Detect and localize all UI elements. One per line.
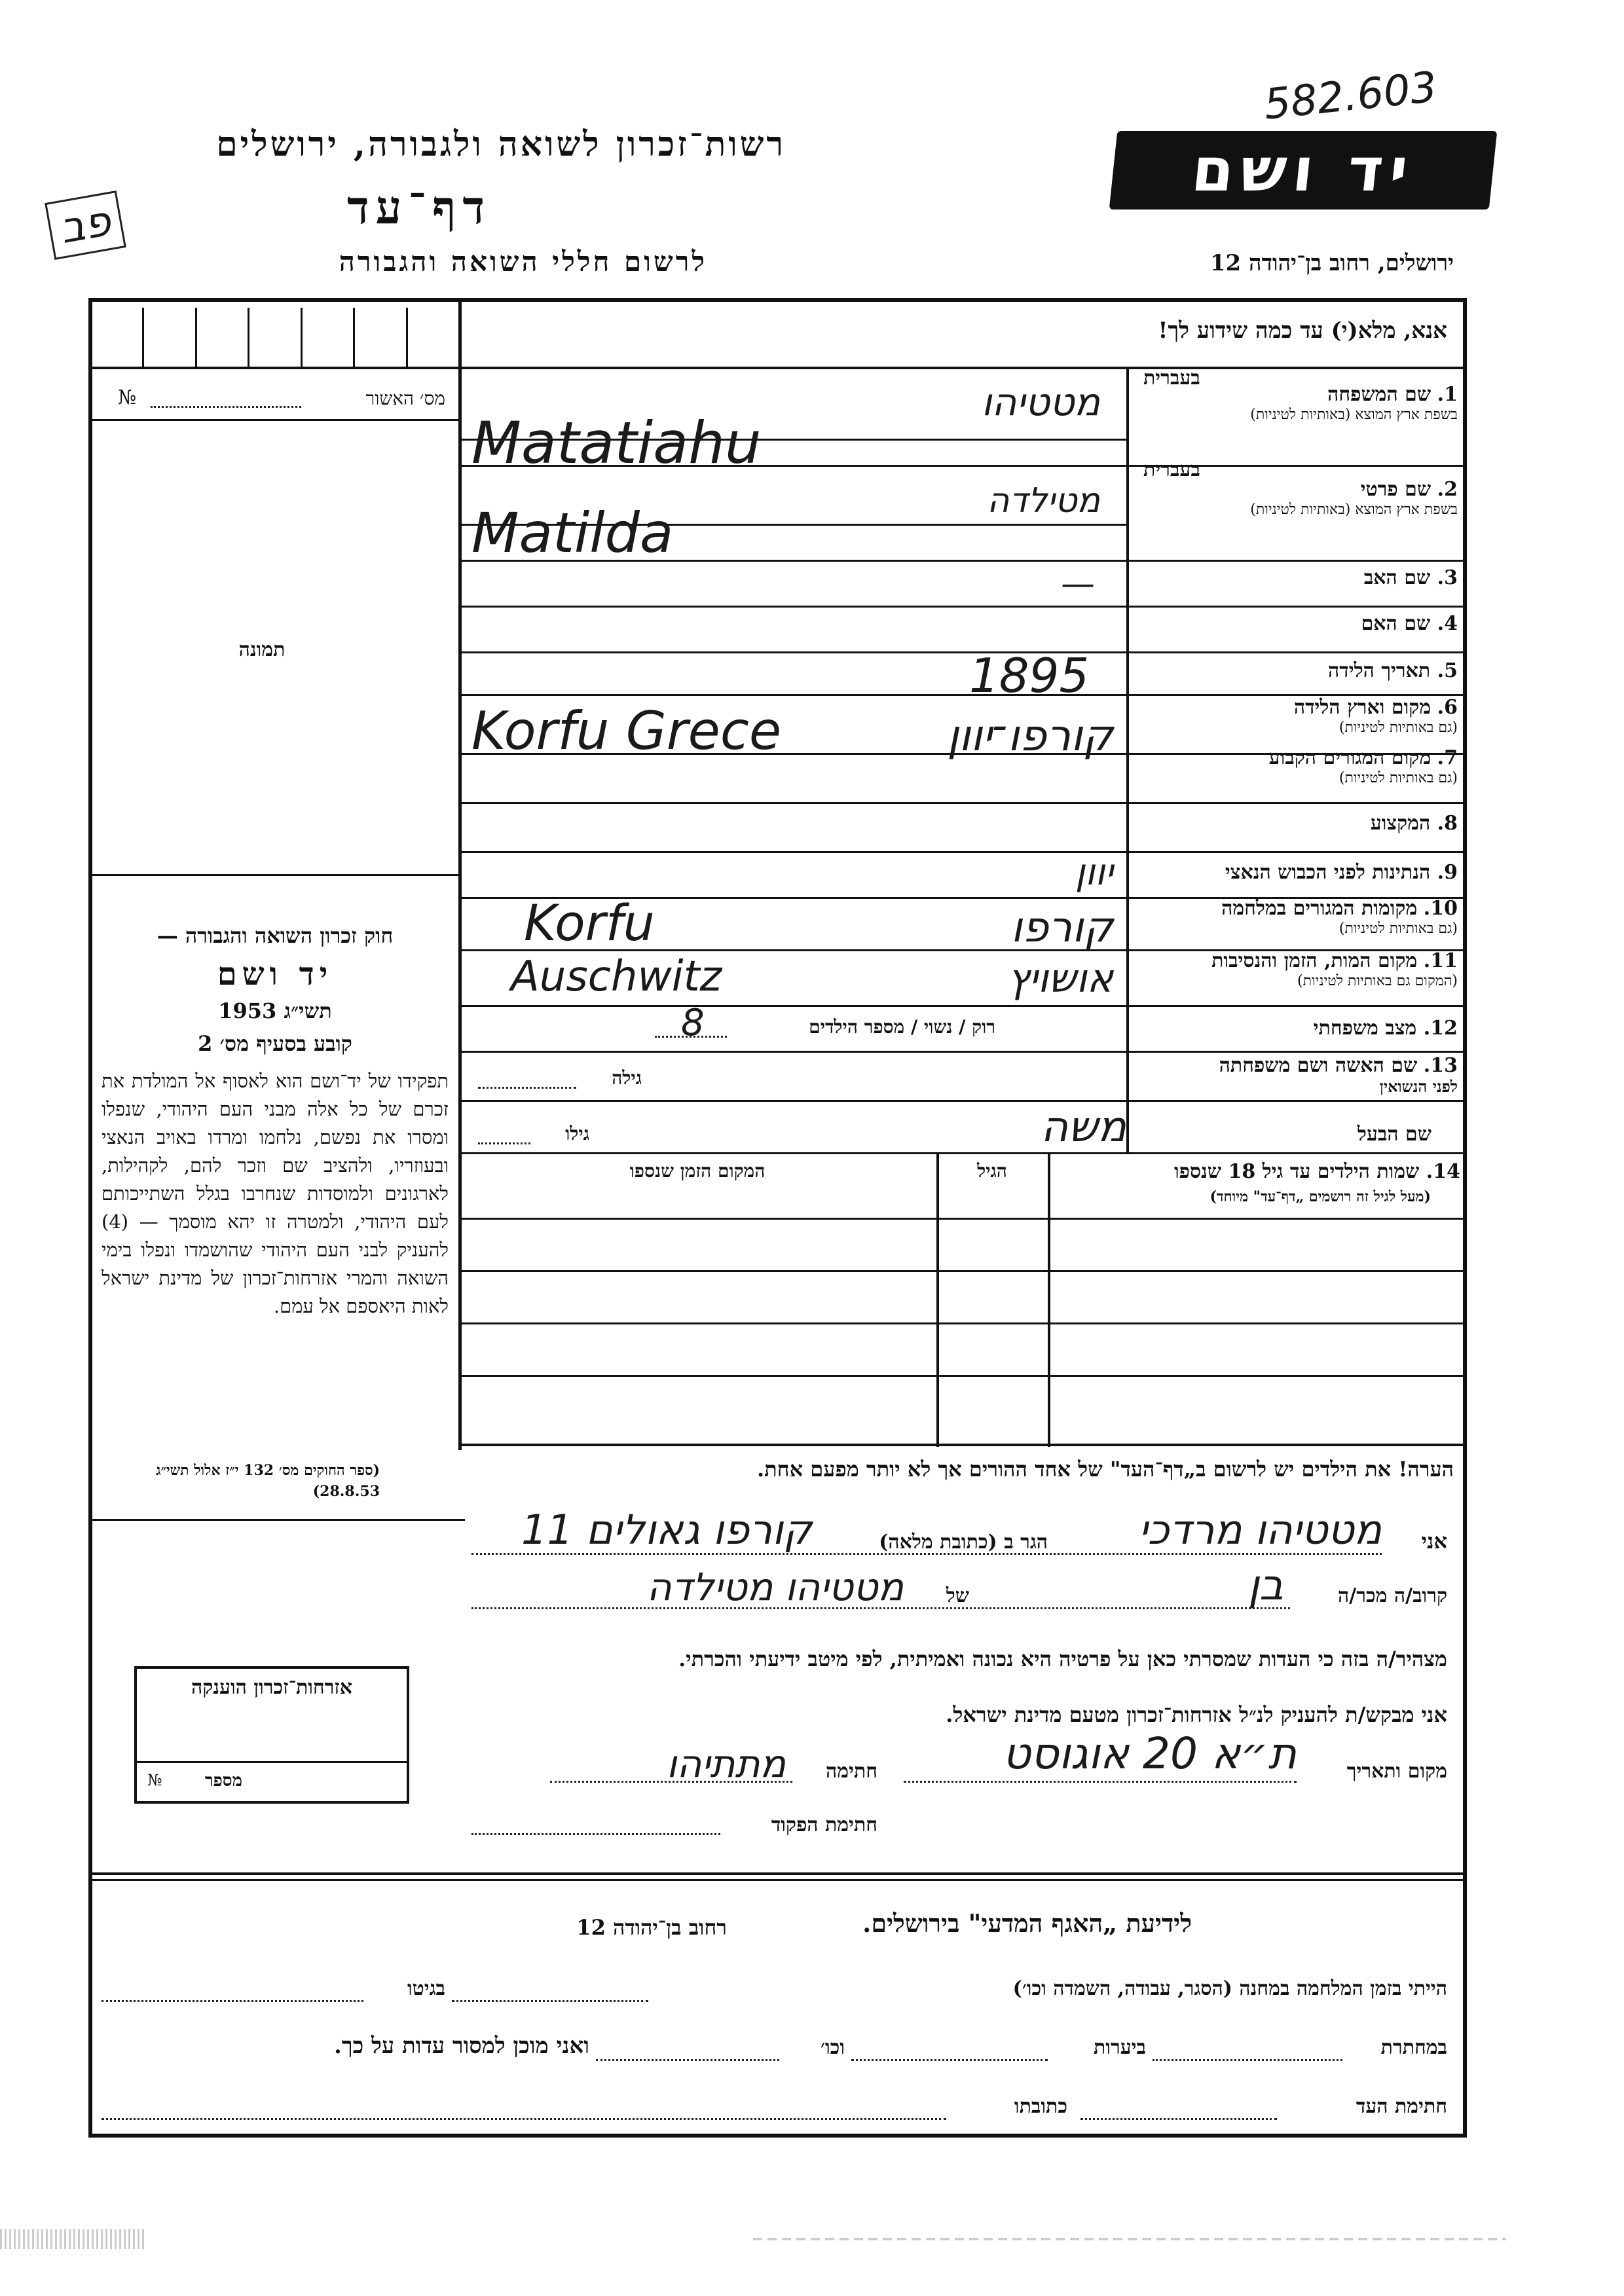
children-names-header: 14. שמות הילדים עד גיל 18 שנספו [1173, 1160, 1460, 1183]
wartime-residence-latin: Korfu [524, 894, 655, 952]
form-title: דף־עד [346, 180, 491, 234]
affirmation-text: מצהיר/ה בזה כי העדות שמסרתי כאן על פרטיה היא נכונה ואמיתית, לפי מיטב ידיעתי והכרתי. [678, 1647, 1447, 1671]
field-7-num: 7. [1437, 746, 1458, 769]
declarant-address: קורפו גאולים 11 [521, 1506, 812, 1554]
children-note: הערה! את הילדים יש לרשום ב„דף־העד" של אחד ההורים אך לא יותר מפעם אחת. [756, 1457, 1454, 1482]
field-12-num: 12. [1423, 1017, 1458, 1040]
field-2-tag: בעברית [1143, 458, 1200, 481]
death-place-latin: Auschwitz [511, 953, 722, 1001]
field-11-num: 11. [1423, 949, 1458, 972]
scientific-dept-address: רחוב בן־יהודה 12 [576, 1915, 727, 1940]
field-6-num: 6. [1437, 696, 1458, 719]
forests-label: ביערות [1093, 2036, 1146, 2059]
certificate-no-symbol: № [147, 1771, 162, 1789]
death-place-hebrew: אושויץ [1007, 956, 1113, 1002]
field-2-label: שם פרטי [1360, 478, 1431, 501]
officer-signature-label: חתימת הפקוד [771, 1813, 877, 1836]
field-8-label: המקצוע [1370, 812, 1431, 835]
witness-signature-label: חתימת העד [1356, 2095, 1447, 2118]
of-name: מטטיהו מטילדה [646, 1565, 904, 1609]
first-name-hebrew: מטילדה [987, 481, 1100, 520]
field-5-label: תאריך הלידה [1328, 659, 1431, 682]
field-3-label: שם האב [1363, 566, 1431, 589]
law-reference: (ספר החוקים מס׳ 132 י״ז אלול תשי״ג 28.8.53) [156, 1462, 380, 1500]
field-10-label: מקומות המגורים במלחמה [1221, 897, 1418, 920]
law-title: חוק זכרון השואה והגבורה — [157, 923, 394, 948]
father-name: — [1061, 564, 1095, 604]
law-year: תשי״ג 1953 [218, 998, 332, 1023]
field-8-num: 8. [1437, 812, 1458, 835]
scan-artifact-line [753, 2238, 1506, 2240]
nationality: יוון [1075, 851, 1113, 894]
field-10-sub: (גם באותיות לטיניות) [1338, 920, 1458, 937]
authority-name: רשות־זכרון לשואה ולגבורה, ירושלים [216, 124, 786, 164]
wife-age-label: גילה [612, 1067, 642, 1089]
field-7-label: מקום המגורים הקבוע [1268, 746, 1431, 769]
form-subtitle: לרשום חללי השואה והגבורה [339, 246, 707, 278]
children-age-header: הגיל [977, 1160, 1007, 1182]
first-name-latin: Matilda [471, 501, 674, 565]
approval-number-symbol: № [118, 386, 137, 409]
birthplace-latin: Korfu Grece [471, 701, 782, 761]
marital-options: רוק / נשוי / מספר הילדים [809, 1016, 995, 1038]
field-1-sub: בשפת ארץ המוצא (באותיות לטיניות) [1250, 407, 1458, 423]
underground-label: במחתרת [1380, 2036, 1447, 2059]
certificate-title: אזרחות־זכרון הוענקה [191, 1676, 353, 1699]
field-4-num: 4. [1437, 612, 1458, 635]
approval-label: מס׳ האשור [365, 388, 445, 409]
photo-label: תמונה [238, 638, 286, 661]
field-2-sub: בשפת ארץ המוצא (באותיות לטיניות) [1250, 501, 1458, 518]
signature-label: חתימה [826, 1760, 877, 1783]
surname-latin: Matatiahu [471, 409, 762, 477]
field-6-label: מקום וארץ הלידה [1293, 696, 1431, 719]
relation-value: בן [1247, 1561, 1283, 1610]
corner-mark: פב [45, 191, 126, 260]
resides-label: הגר ב (כתובת מלאה) [879, 1531, 1048, 1554]
field-13-label: שם האשה ושם משפחתה [1219, 1054, 1418, 1077]
of-label: של [946, 1584, 969, 1607]
field-4-label: שם האם [1361, 612, 1431, 635]
wartime-residence-hebrew: קורפו [1010, 903, 1113, 952]
field-12-label: מצב משפחתי [1313, 1017, 1417, 1040]
declarant-name: מטטיהו מרדכי [1138, 1506, 1382, 1554]
declarant-i-label: אני [1421, 1529, 1447, 1554]
logo-text: יד ושם [1189, 135, 1418, 205]
field-2-num: 2. [1437, 478, 1458, 501]
archive-stamp-number: 582.603 [1261, 63, 1439, 130]
request-text: אני מבקש/ת להעניק לנ״ל אזרחות־זכרון מטעם מדינת ישראל. [946, 1702, 1447, 1727]
law-body: תפקידו של יד־ושם הוא לאסוף אל המולדת את זכרם של כל אלה מבני העם היהודי, שנפלו ומסרו את נפשם, נלחמו ומרדו באויב הנאצי ובעוזריו, ולהציב שם וזכר להם, לקהילות, לארגונים ולמוסדות שנחרבו בגלל השתייכותם לעם היהודי, ולמטרה זו יהא מוסמך — (4) להעניק לבני העם היהודי שהושמדו ונפלו בימי השואה והמרי אזרחות־זכרון של מדינת ישראל לאות היאספם אל עמם. [101, 1070, 449, 1317]
field-11-sub: (המקום גם באותיות לטיניות) [1297, 973, 1458, 989]
field-10-num: 10. [1423, 897, 1458, 920]
place-date-value: ת״א 20 אוגוסט [1003, 1728, 1297, 1779]
field-5-num: 5. [1437, 659, 1458, 682]
birthplace-hebrew: קורפו־יוון [947, 710, 1113, 761]
place-date-label: מקום ותאריך [1346, 1760, 1447, 1783]
code-boxes [92, 308, 458, 367]
children-names-subheader: (מעל לגיל זה רושמים „דף־עד" מיוחד) [1209, 1188, 1431, 1205]
field-9-label: הנתינות לפני הכבוש הנאצי [1225, 861, 1431, 884]
willing-testify-text: ואני מוכן למסור עדות על כך. [334, 2033, 589, 2059]
scientific-dept-title: לידיעת „האגף המדעי" בירושלים. [862, 1908, 1192, 1938]
field-9-num: 9. [1437, 861, 1458, 884]
field-1-tag: בעברית [1143, 367, 1200, 390]
children-place-header: המקום הזמן שנספו [629, 1160, 766, 1182]
field-3-num: 3. [1437, 566, 1458, 589]
field-13-sub: לפני הנשואין [1379, 1077, 1458, 1096]
witness-address-label: כתובתו [1014, 2095, 1067, 2118]
husband-age-label: גילו [565, 1123, 589, 1144]
field-7-sub: (גם באותיות לטיניות) [1338, 770, 1458, 786]
field-13-num: 13. [1423, 1054, 1458, 1077]
law-section: קובע בסעיף מס׳ 2 [198, 1031, 352, 1056]
relation-label: קרוב/ה מכר/ה [1338, 1584, 1447, 1607]
wartime-camp-text: הייתי בזמן המלחמה במחנה (הסגר, עבודה, השמדה וכו׳) [1012, 1977, 1447, 2000]
etc-label: וכו׳ [821, 2036, 845, 2059]
birth-date: 1895 [969, 648, 1090, 703]
certificate-no-label: מספר [204, 1771, 242, 1791]
scan-artifact [0, 2229, 144, 2249]
law-name: יד ושם [217, 956, 333, 993]
husband-label: שם הבעל [1357, 1123, 1431, 1146]
children-count: 8 [681, 1002, 705, 1044]
husband-name: משה [1041, 1103, 1126, 1152]
fill-instruction: אנא, מלא(י) עד כמה שידוע לך! [1158, 318, 1447, 344]
yad-vashem-logo [1109, 131, 1498, 210]
surname-hebrew: מטטיהו [981, 380, 1100, 424]
yad-vashem-address: ירושלים, רחוב בן־יהודה 12 [1209, 250, 1454, 276]
field-1-num: 1. [1437, 383, 1458, 406]
field-1-label: שם המשפחה [1327, 383, 1431, 406]
signature-value: מתתיהו [666, 1741, 786, 1786]
field-11-label: מקום המות, הזמן והנסיבות [1211, 949, 1418, 972]
field-6-sub: (גם באותיות לטיניות) [1338, 720, 1458, 736]
ghetto-label: בגיטו [407, 1977, 445, 2000]
